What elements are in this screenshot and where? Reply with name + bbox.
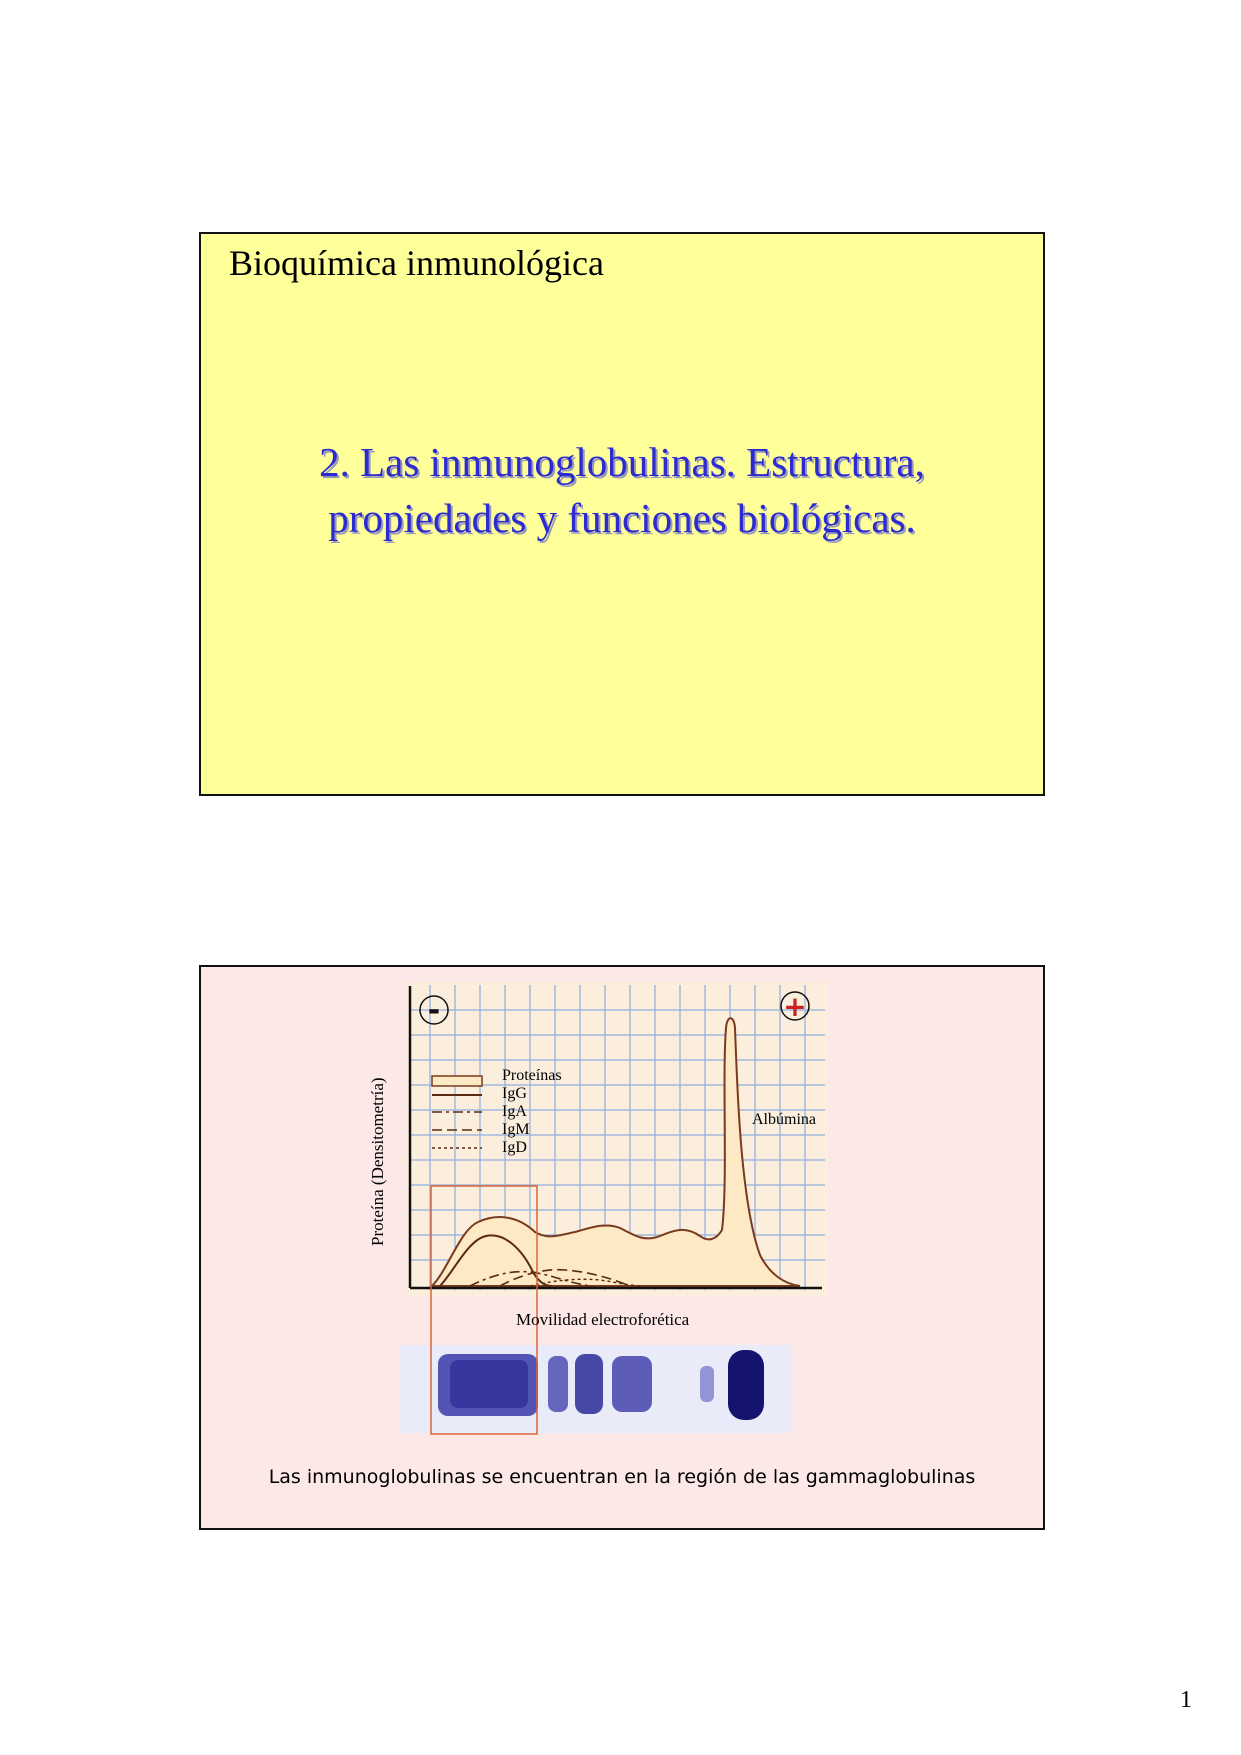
slide-caption: Las inmunoglobulinas se encuentran en la región de las gammaglobulinas	[268, 1466, 976, 1488]
legend-swatch-proteins	[432, 1076, 482, 1086]
beta-band-1	[548, 1356, 568, 1412]
lecture-title-line-1: 2. Las inmunoglobulinas. Estructura,	[319, 439, 925, 485]
legend-label-iga: IgA	[502, 1103, 527, 1120]
lecture-title-line-2: propiedades y funciones biológicas.	[328, 495, 916, 541]
alpha1-band	[700, 1366, 714, 1402]
legend-label-proteins: Proteínas	[502, 1067, 562, 1084]
y-axis-label: Proteína (Densitometría)	[368, 1077, 387, 1246]
alpha2-band	[612, 1356, 652, 1412]
anode-sign: +	[783, 990, 807, 1023]
beta-band-2	[575, 1354, 603, 1414]
course-title: Bioquímica inmunológica	[229, 243, 604, 283]
page-number: 1	[1180, 1687, 1192, 1713]
cathode-sign: -	[427, 993, 441, 1028]
legend-label-igm: IgM	[502, 1121, 530, 1138]
albumin-label: Albúmina	[752, 1111, 816, 1128]
gamma-band-core	[450, 1360, 528, 1408]
gel-bands	[400, 1345, 792, 1433]
legend-label-igg: IgG	[502, 1085, 527, 1102]
albumin-band	[728, 1350, 764, 1420]
x-axis-label: Movilidad electroforética	[516, 1310, 690, 1329]
legend-label-igd: IgD	[502, 1139, 527, 1156]
